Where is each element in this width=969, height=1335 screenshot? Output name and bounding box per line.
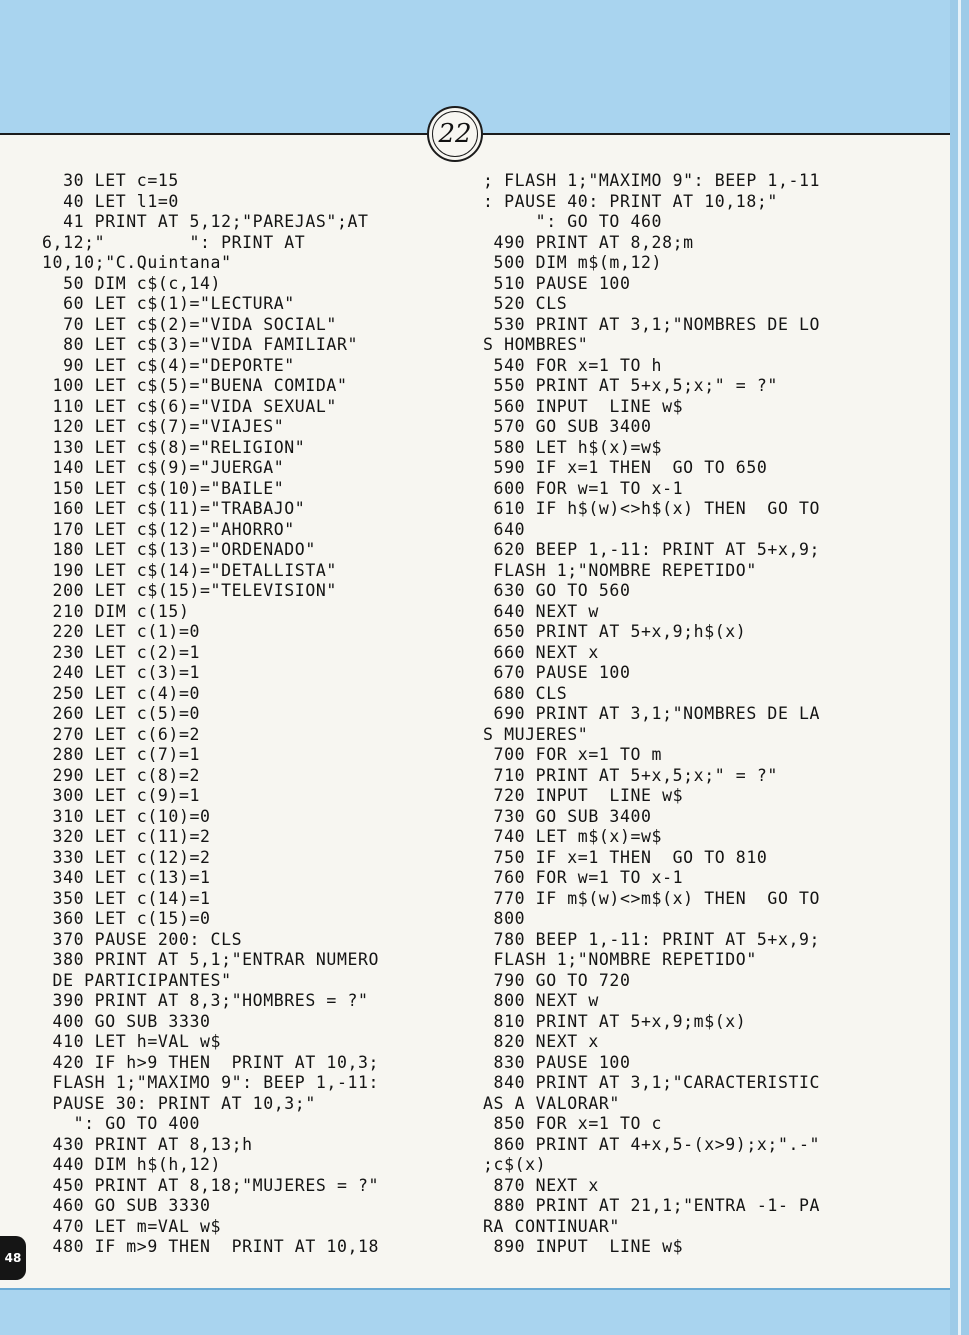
code-line: 490 PRINT AT 8,28;m <box>483 232 694 252</box>
code-line: ": GO TO 460 <box>483 212 663 231</box>
code-line: 450 PRINT AT 8,18;"MUJERES = ?" <box>42 1175 380 1195</box>
code-line: 550 PRINT AT 5+x,5;x;" = ?" <box>483 376 778 395</box>
code-line: 30 LET c=15 <box>42 171 179 190</box>
page-edge-highlight <box>958 0 961 1335</box>
code-line: 500 DIM m$(m,12) <box>483 253 663 272</box>
code-line: 470 LET m=VAL w$ <box>42 1216 222 1236</box>
code-line: 460 GO SUB 3330 <box>42 1196 211 1215</box>
code-line: 100 LET c$(5)="BUENA COMIDA" <box>42 376 348 395</box>
code-line: 380 PRINT AT 5,1;"ENTRAR NUMERO <box>42 950 380 969</box>
code-line: FLASH 1;"NOMBRE REPETIDO" <box>483 560 757 580</box>
code-line: 220 LET c(1)=0 <box>42 622 201 641</box>
code-line: S MUJERES" <box>483 724 589 744</box>
code-line: 40 LET l1=0 <box>42 191 179 211</box>
code-line: 670 PAUSE 100 <box>483 663 631 682</box>
code-line: 41 PRINT AT 5,12;"PAREJAS";AT <box>42 212 369 231</box>
code-line: 60 LET c$(1)="LECTURA" <box>42 294 295 313</box>
code-line: 760 FOR w=1 TO x-1 <box>483 868 684 887</box>
code-line: 800 NEXT w <box>483 991 599 1010</box>
code-line: 710 PRINT AT 5+x,5;x;" = ?" <box>483 765 778 785</box>
code-line: 610 IF h$(w)<>h$(x) THEN GO TO <box>483 499 821 518</box>
code-line: 410 LET h=VAL w$ <box>42 1032 222 1051</box>
code-line: 750 IF x=1 THEN GO TO 810 <box>483 847 768 867</box>
code-line: 290 LET c(8)=2 <box>42 765 201 785</box>
top-color-band <box>0 0 950 133</box>
code-line: 880 PRINT AT 21,1;"ENTRA -1- PA <box>483 1196 821 1215</box>
bottom-color-band <box>0 1290 950 1335</box>
code-line: 320 LET c(11)=2 <box>42 827 211 846</box>
code-line: 90 LET c$(4)="DEPORTE" <box>42 355 295 375</box>
code-line: 570 GO SUB 3400 <box>483 417 652 436</box>
code-line: 680 CLS <box>483 683 568 703</box>
code-line: 350 LET c(14)=1 <box>42 888 211 908</box>
code-line: 860 PRINT AT 4+x,5-(x>9);x;".-" <box>483 1134 821 1154</box>
code-line: 660 NEXT x <box>483 642 599 662</box>
code-line: 820 NEXT x <box>483 1032 599 1051</box>
listing-right-column <box>483 171 893 1258</box>
code-line: 190 LET c$(14)="DETALLISTA" <box>42 560 337 580</box>
code-line: 440 DIM h$(h,12) <box>42 1155 222 1174</box>
code-line: 640 NEXT w <box>483 601 599 621</box>
code-line: 520 CLS <box>483 294 568 313</box>
code-line: 780 BEEP 1,-11: PRINT AT 5+x,9; <box>483 929 821 949</box>
code-line: 420 IF h>9 THEN PRINT AT 10,3; <box>42 1052 380 1072</box>
code-line: ; FLASH 1;"MAXIMO 9": BEEP 1,-11 <box>483 171 821 190</box>
code-line: 800 <box>483 909 526 928</box>
code-line: 530 PRINT AT 3,1;"NOMBRES DE LO <box>483 314 821 334</box>
code-line: 590 IF x=1 THEN GO TO 650 <box>483 458 768 477</box>
code-line: 50 DIM c$(c,14) <box>42 273 222 293</box>
code-line: DE PARTICIPANTES" <box>42 970 232 990</box>
chapter-number: 22 <box>432 111 478 157</box>
code-line: PAUSE 30: PRINT AT 10,3;" <box>42 1093 316 1113</box>
code-line: 150 LET c$(10)="BAILE" <box>42 478 285 498</box>
chapter-badge <box>427 106 483 162</box>
code-line: 170 LET c$(12)="AHORRO" <box>42 519 295 539</box>
code-line: 840 PRINT AT 3,1;"CARACTERISTIC <box>483 1073 821 1092</box>
code-line: 630 GO TO 560 <box>483 581 631 600</box>
code-line: 770 IF m$(w)<>m$(x) THEN GO TO <box>483 888 821 908</box>
code-line: 890 INPUT LINE w$ <box>483 1237 684 1256</box>
code-line: 160 LET c$(11)="TRABAJO" <box>42 499 306 518</box>
code-line: 240 LET c(3)=1 <box>42 663 201 682</box>
code-line: 300 LET c(9)=1 <box>42 786 201 805</box>
code-line: S HOMBRES" <box>483 335 589 354</box>
code-line: 480 IF m>9 THEN PRINT AT 10,18 <box>42 1237 380 1256</box>
code-line: 120 LET c$(7)="VIAJES" <box>42 417 285 436</box>
code-line: RA CONTINUAR" <box>483 1216 620 1236</box>
code-line: 870 NEXT x <box>483 1175 599 1195</box>
code-line: 250 LET c(4)=0 <box>42 683 201 703</box>
code-line: 310 LET c(10)=0 <box>42 806 211 826</box>
code-line: FLASH 1;"NOMBRE REPETIDO" <box>483 950 757 969</box>
code-line: 370 PAUSE 200: CLS <box>42 929 243 949</box>
code-line: 330 LET c(12)=2 <box>42 847 211 867</box>
code-line: 110 LET c$(6)="VIDA SEXUAL" <box>42 396 337 416</box>
code-line: 400 GO SUB 3330 <box>42 1011 211 1031</box>
code-line: 540 FOR x=1 TO h <box>483 355 663 375</box>
code-line: 720 INPUT LINE w$ <box>483 786 684 805</box>
code-line: 360 LET c(15)=0 <box>42 909 211 928</box>
code-line: ": GO TO 400 <box>42 1114 201 1133</box>
page-number-tab: 48 <box>0 1236 26 1280</box>
code-line: 210 DIM c(15) <box>42 601 190 621</box>
code-line: 810 PRINT AT 5+x,9;m$(x) <box>483 1011 747 1031</box>
code-line: 70 LET c$(2)="VIDA SOCIAL" <box>42 314 337 334</box>
code-line: 80 LET c$(3)="VIDA FAMILIAR" <box>42 335 359 354</box>
code-line: 430 PRINT AT 8,13;h <box>42 1134 253 1154</box>
code-line: 10,10;"C.Quintana" <box>42 253 232 272</box>
code-line: 130 LET c$(8)="RELIGION" <box>42 437 306 457</box>
code-line: 790 GO TO 720 <box>483 970 631 990</box>
code-line: 850 FOR x=1 TO c <box>483 1114 663 1133</box>
code-line: 6,12;" ": PRINT AT <box>42 232 306 252</box>
code-line: 270 LET c(6)=2 <box>42 724 201 744</box>
code-line: ;c$(x) <box>483 1155 547 1174</box>
code-line: 200 LET c$(15)="TELEVISION" <box>42 581 337 600</box>
right-page-edge <box>950 0 969 1335</box>
code-line: 510 PAUSE 100 <box>483 273 631 293</box>
code-line: 390 PRINT AT 8,3;"HOMBRES = ?" <box>42 991 369 1010</box>
code-line: AS A VALORAR" <box>483 1093 620 1113</box>
code-line: FLASH 1;"MAXIMO 9": BEEP 1,-11: <box>42 1073 380 1092</box>
code-line: 690 PRINT AT 3,1;"NOMBRES DE LA <box>483 704 821 723</box>
code-line: 650 PRINT AT 5+x,9;h$(x) <box>483 622 747 641</box>
code-line: 640 <box>483 519 526 539</box>
code-line: 230 LET c(2)=1 <box>42 642 201 662</box>
code-line: : PAUSE 40: PRINT AT 10,18;" <box>483 191 778 211</box>
code-line: 180 LET c$(13)="ORDENADO" <box>42 540 316 559</box>
code-line: 830 PAUSE 100 <box>483 1052 631 1072</box>
code-line: 560 INPUT LINE w$ <box>483 396 684 416</box>
code-line: 740 LET m$(x)=w$ <box>483 827 663 846</box>
listing-left-column <box>42 171 442 1258</box>
code-line: 140 LET c$(9)="JUERGA" <box>42 458 285 477</box>
code-line: 580 LET h$(x)=w$ <box>483 437 663 457</box>
code-line: 700 FOR x=1 TO m <box>483 745 663 764</box>
code-line: 260 LET c(5)=0 <box>42 704 201 723</box>
code-line: 600 FOR w=1 TO x-1 <box>483 478 684 498</box>
code-line: 620 BEEP 1,-11: PRINT AT 5+x,9; <box>483 540 821 559</box>
code-line: 340 LET c(13)=1 <box>42 868 211 887</box>
code-line: 730 GO SUB 3400 <box>483 806 652 826</box>
code-line: 280 LET c(7)=1 <box>42 745 201 764</box>
